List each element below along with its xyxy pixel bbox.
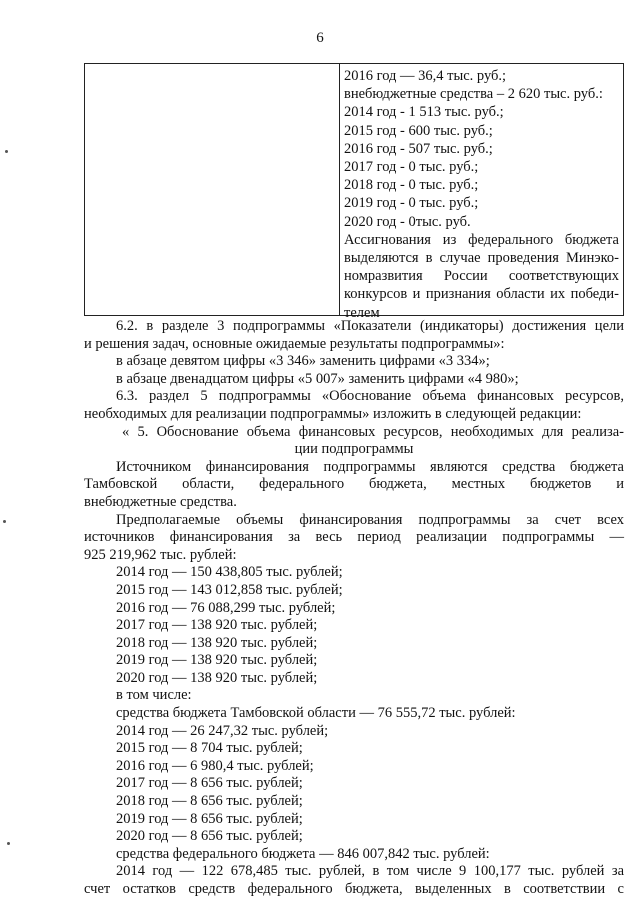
table-line: 2016 год - 507 тыс. руб.; (344, 140, 493, 157)
text-line: средства федерального бюджета — 846 007,842 тыс. рублей: (116, 845, 490, 862)
table-line: 2015 год - 600 тыс. руб.; (344, 122, 493, 139)
table-line: 2016 год — 36,4 тыс. руб.; (344, 68, 507, 84)
table-note-line: Ассигнования из федерального бюджета (344, 231, 619, 248)
text-line: внебюджетные средства. (84, 493, 237, 510)
text-line: ции подпрограммы (294, 441, 414, 458)
text-line: 2020 год — 8 656 тыс. рублей; (116, 828, 303, 845)
table-note-line: телем (344, 304, 380, 321)
text-line: в абзаце двенадцатом цифры «5 007» заменить цифрами «4 980»; (116, 370, 519, 387)
table-note-line: номразвития России соответствующих (344, 268, 619, 285)
text-line: Источником финансирования подпрограммы являются средства бюджета (116, 458, 624, 475)
scan-speck (3, 520, 6, 523)
table-line: 2019 год - 0 тыс. руб.; (344, 195, 479, 212)
text-line: в том числе: (116, 687, 192, 704)
text-line: 2014 год — 122 678,485 тыс. рублей, в том числе 9 100,177 тыс. рублей за (116, 863, 624, 880)
text-line: 2019 год — 138 920 тыс. рублей; (116, 652, 318, 669)
table-note-line: конкурсов и признания области их победи- (344, 286, 619, 303)
text-line: 2016 год — 6 980,4 тыс. рублей; (116, 757, 314, 774)
text-line: счет остатков средств федерального бюджета, выделенных в соответствии с (84, 881, 624, 897)
text-line: 2016 год — 76 088,299 тыс. рублей; (116, 599, 336, 616)
page-number: 6 (316, 30, 324, 46)
text-line: 925 219,962 тыс. рублей: (84, 546, 237, 563)
table-left-cell (85, 64, 340, 315)
document-body (84, 318, 624, 899)
table-line: 2018 год - 0 тыс. руб.; (344, 177, 479, 194)
table-right-cell (340, 64, 623, 321)
text-line: 2014 год — 150 438,805 тыс. рублей; (116, 564, 343, 581)
table-line: 2020 год - 0тыс. руб. (344, 213, 471, 230)
text-line: Предполагаемые объемы финансирования подпрограммы за счет всех (116, 511, 624, 528)
text-line: 6.2. в разделе 3 подпрограммы «Показатели (индикаторы) достижения цели (116, 318, 624, 334)
financing-table (84, 63, 624, 321)
text-line: и решения задач, основные ожидаемые результаты подпрограммы»: (84, 335, 505, 352)
text-line: 2017 год — 8 656 тыс. рублей; (116, 775, 303, 792)
text-line: необходимых для реализации подпрограммы» изложить в следующей редакции: (84, 405, 582, 422)
text-line: в абзаце девятом цифры «3 346» заменить цифрами «3 334»; (116, 353, 490, 370)
text-line: Тамбовской области, федерального бюджета, местных бюджетов и (84, 476, 624, 493)
text-line: 2018 год — 8 656 тыс. рублей; (116, 793, 303, 810)
scan-speck (7, 842, 10, 845)
text-line: средства бюджета Тамбовской области — 76 555,72 тыс. рублей: (116, 705, 516, 722)
text-line: « 5. Обоснование объема финансовых ресурсов, необходимых для реализа- (122, 423, 624, 440)
text-line: источников финансирования за весь период реализации подпрограммы — (84, 529, 624, 546)
scan-speck (5, 150, 8, 153)
text-line: 2015 год — 143 012,858 тыс. рублей; (116, 581, 343, 598)
text-line: 2017 год — 138 920 тыс. рублей; (116, 617, 318, 634)
table-line: внебюджетные средства – 2 620 тыс. руб.: (344, 86, 603, 103)
table-note-line: выделяются в случае проведения Минэко- (344, 250, 619, 267)
table-line: 2017 год - 0 тыс. руб.; (344, 159, 479, 176)
text-line: 2015 год — 8 704 тыс. рублей; (116, 740, 303, 757)
text-line: 2014 год — 26 247,32 тыс. рублей; (116, 722, 329, 739)
text-line: 2019 год — 8 656 тыс. рублей; (116, 810, 303, 827)
text-line: 2018 год — 138 920 тыс. рублей; (116, 634, 318, 651)
table-line: 2014 год - 1 513 тыс. руб.; (344, 104, 504, 121)
text-line: 2020 год — 138 920 тыс. рублей; (116, 669, 318, 686)
text-line: 6.3. раздел 5 подпрограммы «Обоснование объема финансовых ресурсов, (116, 388, 624, 405)
